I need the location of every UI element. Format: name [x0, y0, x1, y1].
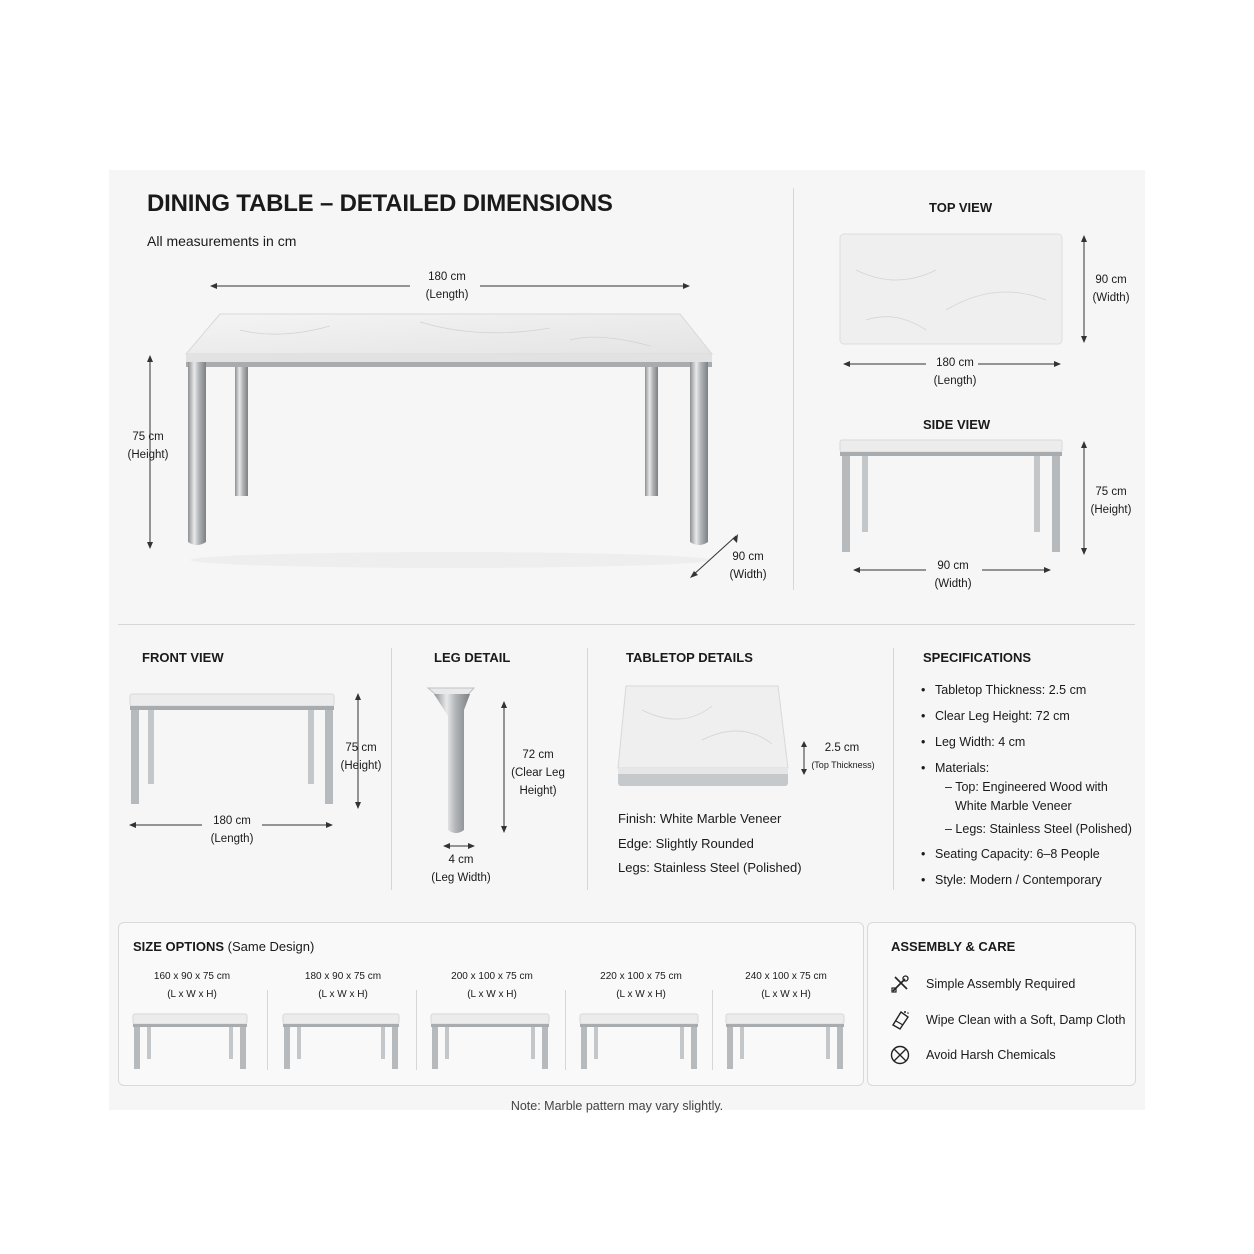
size-options-heading: SIZE OPTIONS	[133, 939, 225, 954]
size-option-size: 240 x 100 x 75 cm	[745, 971, 827, 982]
size-option-5-thumbnail	[723, 1010, 848, 1074]
size-option-1-thumbnail	[130, 1010, 255, 1074]
side-view-width-value: 90 cm	[937, 560, 969, 572]
size-option-size: 200 x 100 x 75 cm	[451, 971, 533, 982]
size-option-1	[137, 968, 247, 1004]
leg-height-label-2: Height)	[519, 785, 557, 797]
size-option-5	[731, 968, 841, 1004]
spec-material: – Top: Engineered Wood with	[945, 780, 1108, 794]
no-chemicals-icon	[890, 1045, 910, 1065]
page-subtitle: All measurements in cm	[147, 233, 297, 249]
size-option-axes: (L x W x H)	[616, 989, 666, 1000]
care-item-chemicals	[890, 1045, 1056, 1065]
size-divider	[712, 990, 713, 1070]
tabletop-heading: TABLETOP DETAILS	[626, 650, 753, 665]
leg-width-value: 4 cm	[448, 854, 474, 866]
tabletop-thickness-label: (Top Thickness)	[811, 760, 875, 770]
divider-horizontal-middle	[118, 624, 1135, 625]
main-length-label: (Length)	[425, 289, 469, 301]
leg-height-label-1: (Clear Leg	[511, 767, 565, 779]
front-view-length-dim	[197, 812, 267, 848]
spec-material: White Marble Veneer	[955, 799, 1072, 813]
size-divider	[416, 990, 417, 1070]
care-item-cleaning	[890, 1009, 1125, 1031]
care-item-assembly	[890, 974, 1075, 994]
size-options-note: (Same Design)	[227, 939, 315, 954]
tabletop-legs: Legs: Stainless Steel (Polished)	[618, 860, 802, 875]
size-option-axes: (L x W x H)	[467, 989, 517, 1000]
size-option-axes: (L x W x H)	[761, 989, 811, 1000]
tabletop-corner-drawing	[612, 680, 812, 792]
cloth-icon	[890, 1009, 910, 1031]
tabletop-thickness-value: 2.5 cm	[824, 742, 860, 754]
care-item-text: Wipe Clean with a Soft, Damp Cloth	[926, 1013, 1126, 1027]
assembly-care-heading: ASSEMBLY & CARE	[891, 939, 1016, 954]
spec-item: • Seating Capacity: 6–8 People	[921, 841, 1136, 867]
size-option-size: 160 x 90 x 75 cm	[153, 971, 231, 982]
front-view-heading: FRONT VIEW	[142, 650, 224, 665]
tabletop-finish: Finish: White Marble Veneer	[618, 811, 782, 826]
top-view-drawing	[836, 230, 1096, 370]
main-width-dim	[713, 548, 783, 584]
size-option-2	[288, 968, 398, 1004]
main-length-value: 180 cm	[428, 271, 466, 283]
top-view-length-dim	[920, 354, 990, 390]
main-height-dim	[113, 428, 183, 464]
top-view-width-dim	[1080, 271, 1142, 307]
side-view-width-label: (Width)	[934, 578, 972, 590]
divider-leg-tabletop	[587, 648, 588, 890]
leg-width-label: (Leg Width)	[431, 872, 491, 884]
care-item-text: Avoid Harsh Chemicals	[926, 1048, 1056, 1062]
spec-item: • Clear Leg Height: 72 cm	[921, 703, 1136, 729]
front-view-height-dim	[330, 739, 392, 775]
top-view-length-value: 180 cm	[936, 357, 974, 369]
main-height-value: 75 cm	[132, 431, 164, 443]
specifications-heading: SPECIFICATIONS	[923, 650, 1032, 665]
front-view-length-value: 180 cm	[213, 815, 251, 827]
leg-detail-heading: LEG DETAIL	[434, 650, 511, 665]
footer-note: Note: Marble pattern may vary slightly.	[510, 1099, 724, 1113]
care-item-text: Simple Assembly Required	[926, 977, 1076, 991]
size-option-3	[437, 968, 547, 1004]
spec-item: • Style: Modern / Contemporary	[921, 867, 1136, 893]
leg-detail-drawing	[420, 680, 520, 852]
size-option-size: 220 x 100 x 75 cm	[600, 971, 682, 982]
front-view-height-label: (Height)	[340, 760, 382, 772]
spec-item: • Materials:	[921, 755, 1136, 781]
main-width-label: (Width)	[729, 569, 767, 581]
side-view-height-value: 75 cm	[1095, 486, 1127, 498]
leg-height-value: 72 cm	[522, 749, 554, 761]
size-option-3-thumbnail	[428, 1010, 553, 1074]
size-option-4-thumbnail	[577, 1010, 702, 1074]
tools-icon	[890, 974, 910, 994]
size-option-4	[586, 968, 696, 1004]
front-view-height-value: 75 cm	[345, 742, 377, 754]
size-divider	[267, 990, 268, 1070]
size-divider	[565, 990, 566, 1070]
divider-vertical-top	[793, 188, 794, 590]
side-view-width-dim	[918, 557, 988, 593]
size-option-axes: (L x W x H)	[167, 989, 217, 1000]
spec-item: • Tabletop Thickness: 2.5 cm	[921, 677, 1136, 703]
spec-material: – Legs: Stainless Steel (Polished)	[945, 822, 1132, 836]
divider-front-leg	[391, 648, 392, 890]
top-view-length-label: (Length)	[933, 375, 977, 387]
specifications-list	[921, 677, 1136, 893]
size-option-size: 180 x 90 x 75 cm	[304, 971, 382, 982]
leg-width-dim	[425, 851, 497, 887]
side-view-height-label: (Height)	[1090, 504, 1132, 516]
leg-height-dim	[506, 746, 570, 800]
side-view-heading: SIDE VIEW	[923, 417, 991, 432]
page-title: DINING TABLE – DETAILED DIMENSIONS	[147, 190, 613, 217]
top-view-width-label: (Width)	[1092, 292, 1130, 304]
size-options-title	[133, 939, 314, 954]
main-width-value: 90 cm	[732, 551, 764, 563]
top-view-width-value: 90 cm	[1095, 274, 1127, 286]
main-height-label: (Height)	[127, 449, 169, 461]
side-view-drawing	[836, 436, 1096, 576]
top-view-heading: TOP VIEW	[929, 200, 993, 215]
tabletop-edge: Edge: Slightly Rounded	[618, 836, 754, 851]
main-length-dim	[397, 268, 497, 304]
side-view-height-dim	[1080, 483, 1142, 519]
divider-tabletop-specs	[893, 648, 894, 890]
size-option-axes: (L x W x H)	[318, 989, 368, 1000]
size-option-2-thumbnail	[280, 1010, 405, 1074]
table-perspective-drawing	[120, 270, 770, 600]
front-view-length-label: (Length)	[210, 833, 254, 845]
spec-item: • Leg Width: 4 cm	[921, 729, 1136, 755]
